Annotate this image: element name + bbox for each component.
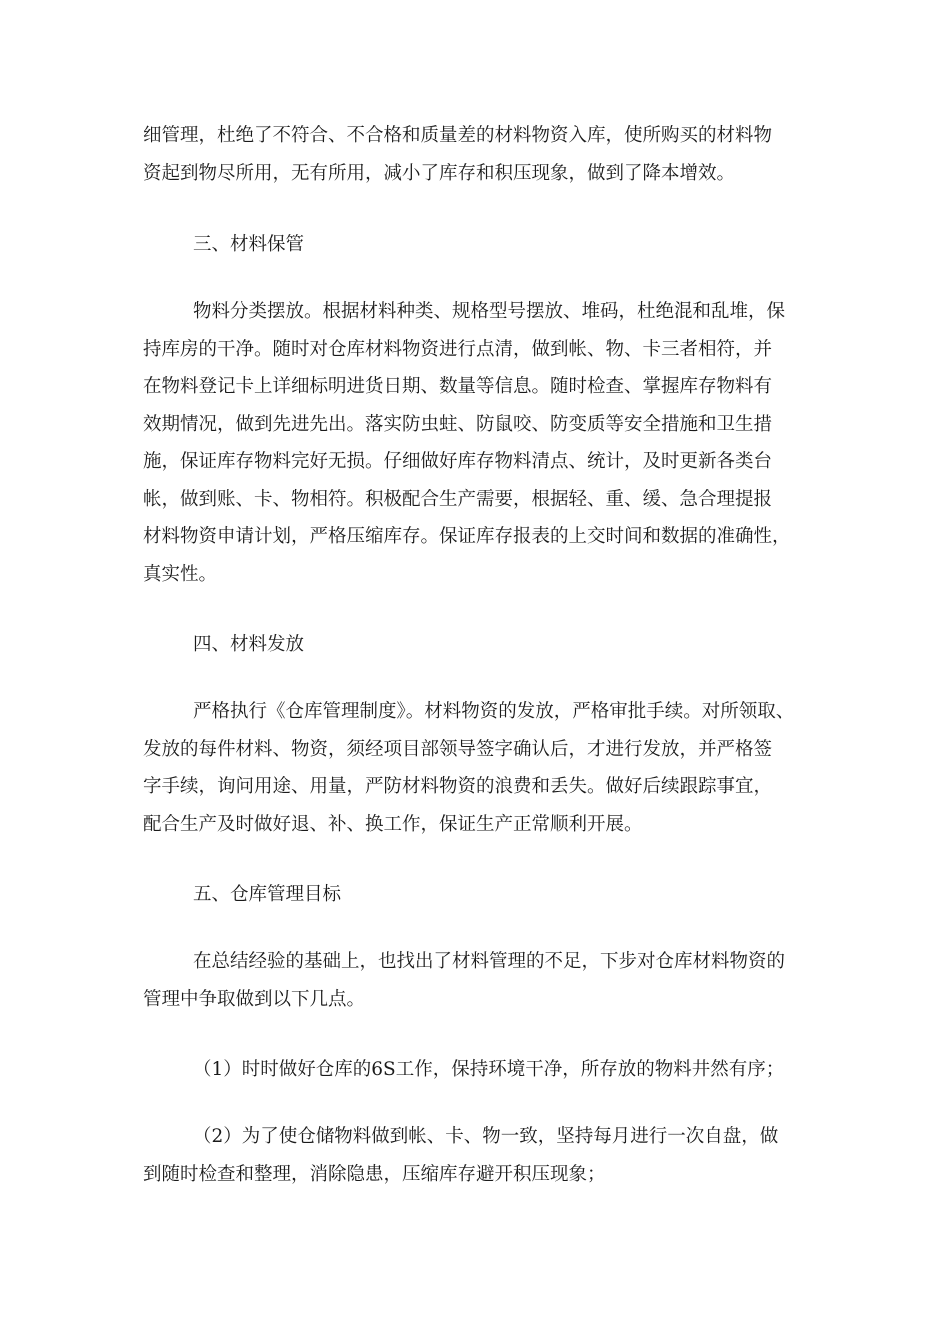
paragraph-line: 资起到物尽所用，无有所用，减小了库存和积压现象，做到了降本增效。 <box>143 163 736 184</box>
paragraph-line: 物料分类摆放。根据材料种类、规格型号摆放、堆码，杜绝混和乱堆，保 <box>193 301 786 322</box>
section-heading: 三、材料保管 <box>193 234 305 255</box>
list-item: （1）时时做好仓库的6S工作，保持环境干净，所存放的物料井然有序； <box>193 1059 785 1080</box>
paragraph-line: 真实性。 <box>143 564 218 585</box>
paragraph-line: 发放的每件材料、物资，须经项目部领导签字确认后，才进行发放，并严格签 <box>143 739 773 760</box>
section-heading: 五、仓库管理目标 <box>193 884 342 905</box>
paragraph-line: 在物料登记卡上详细标明进货日期、数量等信息。随时检查、掌握库存物料有 <box>143 376 773 397</box>
section-heading: 四、材料发放 <box>193 634 305 655</box>
paragraph-line: 细管理，杜绝了不符合、不合格和质量差的材料物资入库，使所购买的材料物 <box>143 125 773 146</box>
paragraph-line: 效期情况，做到先进先出。落实防虫蛀、防鼠咬、防变质等安全措施和卫生措 <box>143 414 773 435</box>
list-item: （2）为了使仓储物料做到帐、卡、物一致，坚持每月进行一次自盘，做 <box>193 1126 779 1147</box>
paragraph-line: 配合生产及时做好退、补、换工作，保证生产正常顺利开展。 <box>143 814 643 835</box>
paragraph-line: 字手续，询问用途、用量，严防材料物资的浪费和丢失。做好后续跟踪事宜， <box>143 776 773 797</box>
paragraph-line: 管理中争取做到以下几点。 <box>143 989 366 1010</box>
paragraph-line: 材料物资申请计划，严格压缩库存。保证库存报表的上交时间和数据的准确性， <box>143 526 791 547</box>
paragraph-line: 持库房的干净。随时对仓库材料物资进行点清，做到帐、物、卡三者相符，并 <box>143 339 773 360</box>
list-item: 到随时检查和整理，消除隐患，压缩库存避开积压现象； <box>143 1164 606 1185</box>
paragraph-line: 帐，做到账、卡、物相符。积极配合生产需要，根据轻、重、缓、急合理提报 <box>143 489 773 510</box>
paragraph-line: 在总结经验的基础上，也找出了材料管理的不足，下步对仓库材料物资的 <box>193 951 786 972</box>
paragraph-line: 施，保证库存物料完好无损。仔细做好库存物料清点、统计，及时更新各类台 <box>143 451 773 472</box>
paragraph-line: 严格执行《仓库管理制度》。材料物资的发放，严格审批手续。对所领取、 <box>193 701 795 722</box>
